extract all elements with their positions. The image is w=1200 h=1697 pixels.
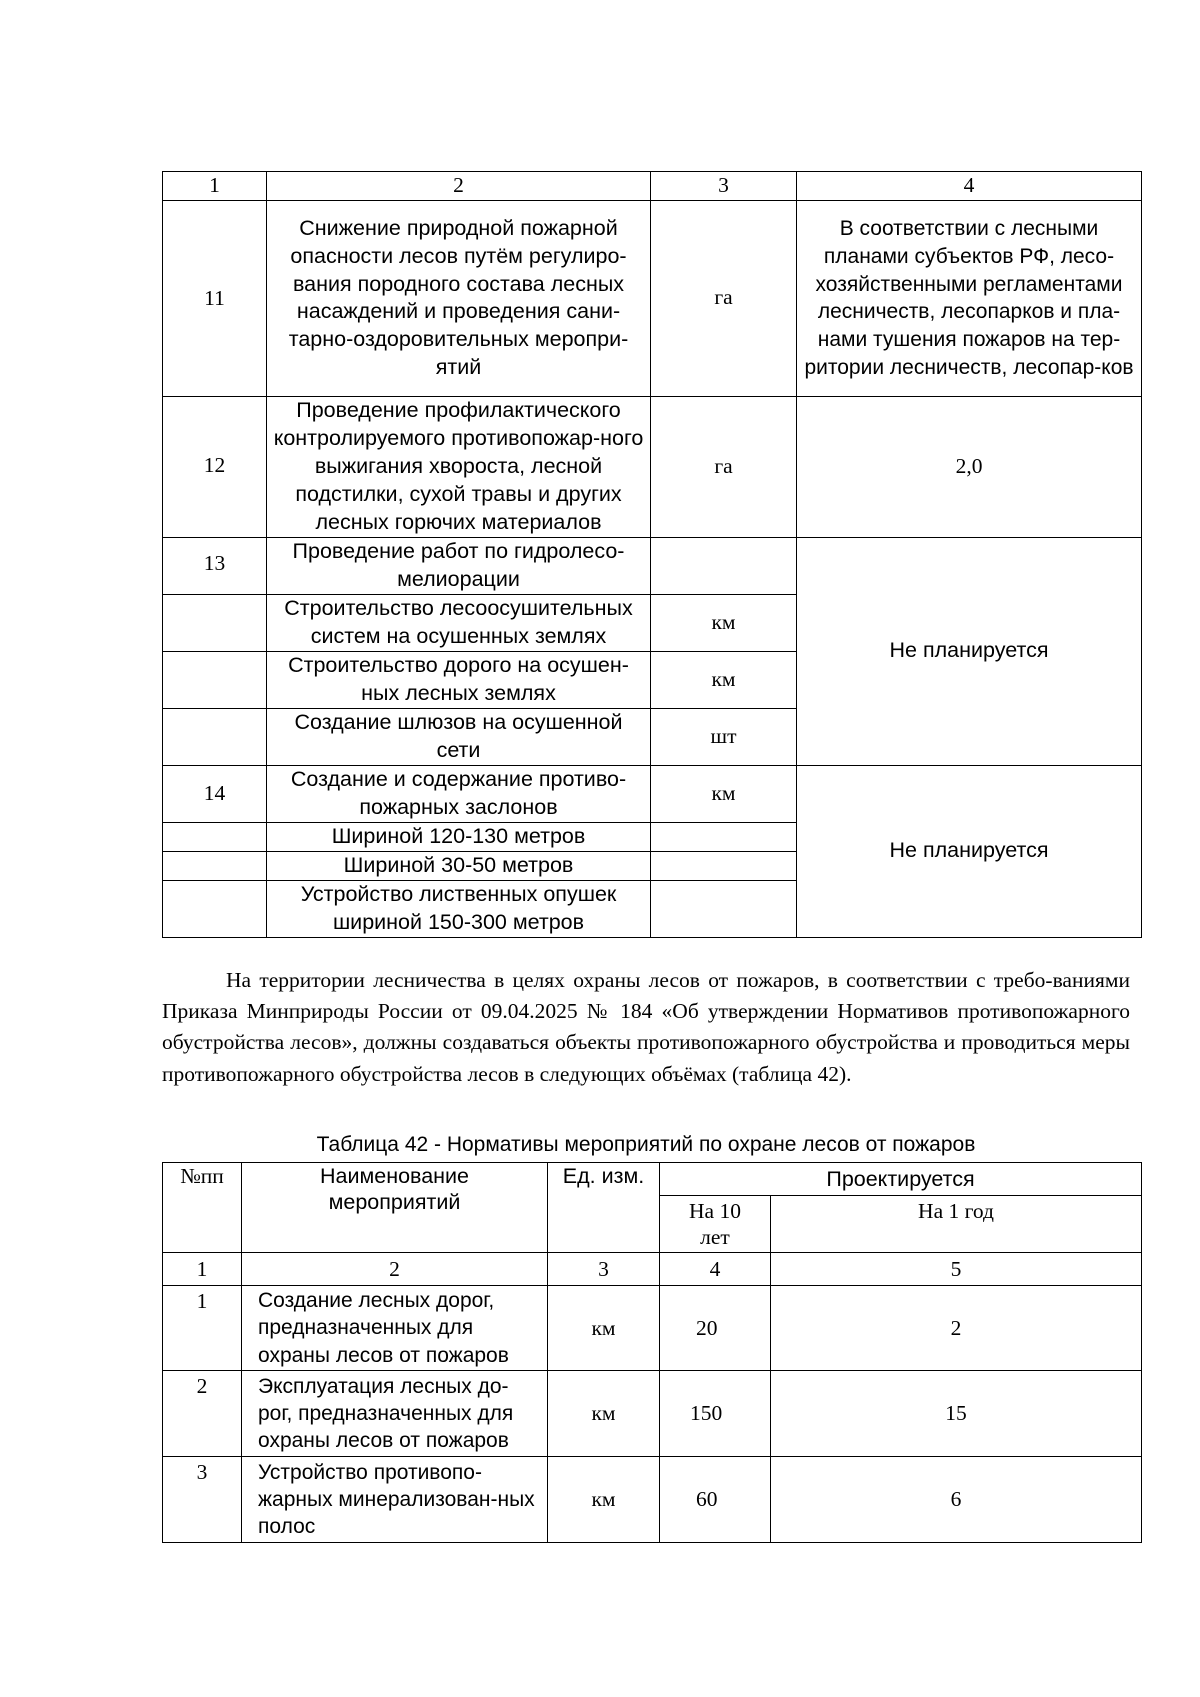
row-number: 3 <box>163 1457 242 1543</box>
index-cell: 5 <box>771 1253 1142 1286</box>
table-row <box>163 765 1142 822</box>
activity-name: Шириной 30-50 метров <box>267 851 651 880</box>
header-projected: Проектируется <box>660 1163 1142 1196</box>
one-year-value: 15 <box>771 1371 1142 1457</box>
norms-table <box>162 1162 1142 1543</box>
header-cell: 4 <box>797 172 1142 201</box>
row-number <box>163 822 267 851</box>
activities-table <box>162 171 1142 938</box>
unit-cell: га <box>651 396 797 537</box>
row-number <box>163 851 267 880</box>
activity-name: Снижение природной пожарной опасности лесов путём регулиро-вания породного состава лесных насаждений и проведения сани-тарно-оздоровительных меропри-ятий <box>267 200 651 396</box>
volume-cell: Не планируется <box>797 765 1142 937</box>
unit-cell <box>651 880 797 937</box>
activity-name: Устройство лиственных опушек шириной 150-300 метров <box>267 880 651 937</box>
volume-cell: В соответствии с лесными планами субъектов РФ, лесо-хозяйственными регламентами лесничеств, лесопарков и пла-нами тушения пожаров на тер-ритории лесничеств, лесопар-ков <box>797 200 1142 396</box>
index-cell: 2 <box>242 1253 548 1286</box>
index-cell: 3 <box>548 1253 660 1286</box>
activity-name: Проведение профилактического контролируемого противопожар-ного выжигания хвороста, лесной подстилки, сухой травы и других лесных горючих материалов <box>267 396 651 537</box>
table-header-row <box>163 172 1142 201</box>
ten-year-value: 150 <box>660 1371 771 1457</box>
activity-name: Создание и содержание противо-пожарных заслонов <box>267 765 651 822</box>
one-year-value: 6 <box>771 1457 1142 1543</box>
row-number <box>163 594 267 651</box>
unit-cell: км <box>651 594 797 651</box>
table-index-row <box>163 1253 1142 1286</box>
table-row <box>163 396 1142 537</box>
header-name: Наименование мероприятий <box>242 1163 548 1253</box>
row-number: 12 <box>163 396 267 537</box>
row-number: 2 <box>163 1371 242 1457</box>
activity-name: Эксплуатация лесных до-рог, предназначенных для охраны лесов от пожаров <box>242 1371 548 1457</box>
row-number: 14 <box>163 765 267 822</box>
unit-cell: км <box>548 1457 660 1543</box>
header-number: №пп <box>163 1163 242 1253</box>
ten-year-value: 60 <box>660 1457 771 1543</box>
unit-cell: км <box>651 651 797 708</box>
activity-name: Устройство противопо-жарных минерализован-ных полос <box>242 1457 548 1543</box>
table-caption: Таблица 42 - Нормативы мероприятий по охране лесов от пожаров <box>316 1133 976 1156</box>
table-row <box>163 200 1142 396</box>
table-row <box>163 1371 1142 1457</box>
index-cell: 4 <box>660 1253 771 1286</box>
volume-cell: Не планируется <box>797 537 1142 765</box>
header-one-year: На 1 год <box>771 1196 1142 1253</box>
paragraph-text: На территории лесничества в целях охраны лесов от пожаров, в соответствии с требо-ваниями Приказа Минприроды России от 09.04.2025 № 184 «Об утверждении Нормативов противопожарного обустройства лесов», должны создаваться объекты противопожарного обустройства и проводиться меры противопожарного обустройства лесов в следующих объёмах (таблица 42). <box>162 968 1130 1086</box>
table-row <box>163 1457 1142 1543</box>
row-number <box>163 651 267 708</box>
header-cell: 1 <box>163 172 267 201</box>
one-year-value: 2 <box>771 1286 1142 1371</box>
unit-cell: га <box>651 200 797 396</box>
index-cell: 1 <box>163 1253 242 1286</box>
unit-cell <box>651 822 797 851</box>
table-header-row <box>163 1163 1142 1196</box>
header-unit: Ед. изм. <box>548 1163 660 1253</box>
header-ten-years: На 10 лет <box>660 1196 771 1253</box>
header-cell: 2 <box>267 172 651 201</box>
row-number <box>163 708 267 765</box>
unit-cell <box>651 537 797 594</box>
unit-cell: км <box>548 1286 660 1371</box>
header-cell: 3 <box>651 172 797 201</box>
table-row <box>163 537 1142 594</box>
activity-name: Создание лесных дорог, предназначенных для охраны лесов от пожаров <box>242 1286 548 1371</box>
unit-cell <box>651 851 797 880</box>
activity-name: Строительство лесоосушительных систем на осушенных землях <box>267 594 651 651</box>
row-number <box>163 880 267 937</box>
ten-year-value: 20 <box>660 1286 771 1371</box>
body-paragraph <box>162 965 1130 1090</box>
row-number: 11 <box>163 200 267 396</box>
activity-name: Создание шлюзов на осушенной сети <box>267 708 651 765</box>
activity-name: Проведение работ по гидролесо-мелиорации <box>267 537 651 594</box>
unit-cell: шт <box>651 708 797 765</box>
row-number: 1 <box>163 1286 242 1371</box>
activity-name: Строительство дорого на осушен-ных лесных землях <box>267 651 651 708</box>
table-row <box>163 1286 1142 1371</box>
unit-cell: км <box>651 765 797 822</box>
unit-cell: км <box>548 1371 660 1457</box>
volume-cell: 2,0 <box>797 396 1142 537</box>
row-number: 13 <box>163 537 267 594</box>
activity-name: Шириной 120-130 метров <box>267 822 651 851</box>
